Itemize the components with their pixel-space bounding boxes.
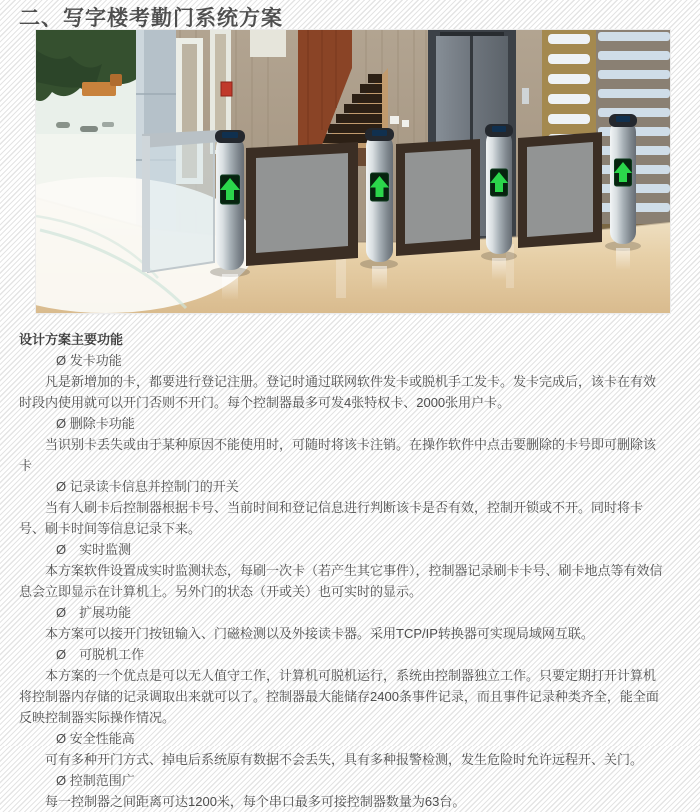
feature-block [19,602,664,644]
feature-body: 当识别卡丢失或由于某种原因不能使用时，可随时将该卡注销。在操作软件中点击要删除的卡号即可删除该卡 [19,437,657,473]
feature-body: 可有多种开门方式、掉电后系统原有数据不会丢失，具有多种报警检测，发生危险时允许远程开、关门。 [45,752,644,767]
feature-body: 本方案可以接开门按钮输入、门磁检测以及外接读卡器。采用TCP/IP转换器可实现局域网互联。 [45,626,594,641]
feature-heading: Ø 发卡功能 [56,353,122,368]
glass-barrier-dark [246,142,358,266]
feature-block [19,644,664,728]
feature-heading: Ø 安全性能高 [56,731,135,746]
feature-body: 本方案软件设置成实时监测状态，每刷一次卡（若产生其它事件），控制器记录刷卡卡号、刷卡地点等有效信息会立即显示在计算机上。另外门的状态（开或关）也可实时的显示。 [19,563,663,599]
feature-body: 本方案的一个优点是可以无人值守工作，计算机可脱机运行，系统由控制器独立工作。只要定期打开计算机将控制器内存储的记录调取出来就可以了。控制器最大能储存2400条事件记录，而且事件记录种类齐全，能全面反映控制器实际操作情况。 [19,668,659,725]
fire-alarm-box [221,82,232,96]
turnstile-pedestal [605,114,641,270]
feature-body: 每一控制器之间距离可达1200米，每个串口最多可接控制器数量为63台。 [45,794,466,809]
feature-body: 当有人刷卡后控制器根据卡号、当前时间和登记信息进行判断该卡是否有效，控制开锁或不开。同时将卡号、刷卡时间等信息记录下来。 [19,500,644,536]
feature-heading: Ø 控制范围广 [56,773,135,788]
feature-block [19,539,664,602]
elevator-call-panel [522,88,529,104]
glass-barrier-silver [142,130,220,272]
glass-barrier-dark [518,132,602,248]
feature-heading: Ø 删除卡功能 [56,416,135,431]
turnstile-pedestal [481,124,517,280]
card-reader-screen [222,132,238,138]
feature-block [19,770,664,812]
card-reader-screen [492,126,506,132]
feature-body: 凡是新增加的卡，都要进行登记注册。登记时通过联网软件发卡或脱机手工发卡。发卡完成后，该卡在有效时段内使用就可以开门否则不开门。每个控制器最多可发4张特权卡、2000张用户卡。 [19,374,657,410]
feature-heading: Ø 可脱机工作 [56,647,145,662]
feature-block [19,350,664,413]
lobby-photo-illustration [36,30,670,313]
page-title: 二、写字楼考勤门系统方案 [19,7,283,30]
turnstile-pedestal [210,130,250,300]
feature-heading: Ø 实时监测 [56,542,132,557]
lobby-photo [36,30,670,313]
glass-barrier-dark [396,139,480,256]
card-reader-screen [616,116,630,122]
feature-block [19,413,664,476]
feature-block [19,728,664,770]
content-section [19,329,664,812]
card-reader-screen [372,130,387,136]
feature-block [19,476,664,539]
section-heading: 设计方案主要功能 [19,332,124,347]
feature-heading: Ø 记录读卡信息并控制门的开关 [56,479,239,494]
feature-heading: Ø 扩展功能 [56,605,132,620]
